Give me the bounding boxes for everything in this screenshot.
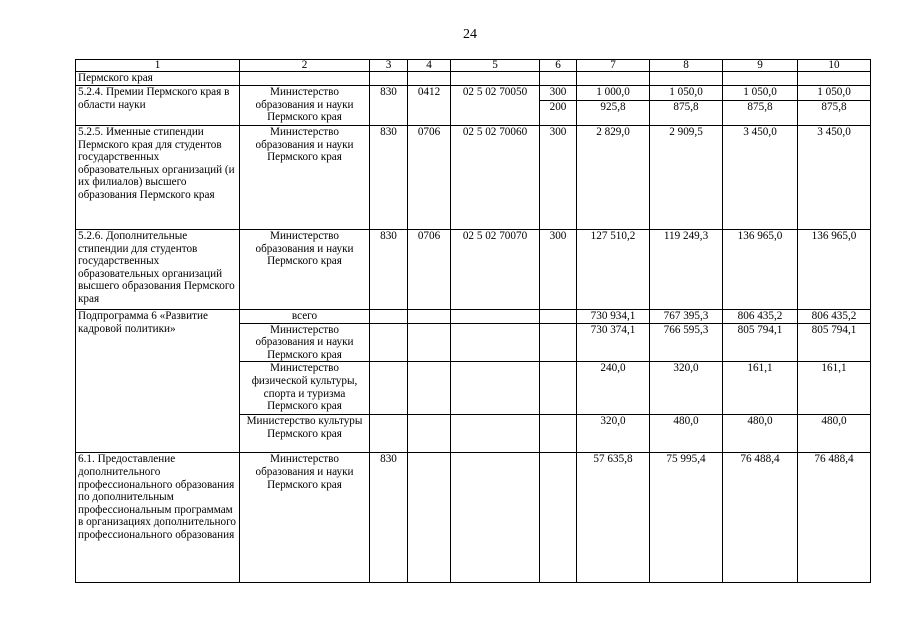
row-name: 6.1. Предоставление дополнительного профессионального образования по дополнительным профессиональным программам в организациях дополнительного профессионального образования: [76, 453, 240, 583]
table-row: [76, 310, 871, 324]
column-header: 10: [798, 60, 871, 72]
column-header: 6: [540, 60, 577, 72]
cell-c8: 767 395,3: [650, 310, 723, 324]
cell-c3: 830: [370, 230, 408, 310]
column-header: 5: [451, 60, 540, 72]
cell-c10: 805 794,1: [798, 323, 871, 362]
cell-c7: 2 829,0: [577, 126, 650, 230]
row-ministry: Министерство культуры Пермского края: [240, 415, 370, 453]
cell-c7: 320,0: [577, 415, 650, 453]
cell-c6: 300: [540, 86, 577, 101]
cell-c5: 02 5 02 70060: [451, 126, 540, 230]
row-ministry: Министерство образования и науки Пермского края: [240, 323, 370, 362]
row-name: Подпрограмма 6 «Развитие кадровой политики»: [76, 310, 240, 453]
cell-c6: 300: [540, 230, 577, 310]
row-total-label: всего: [240, 310, 370, 324]
cell-c4: 0412: [408, 86, 451, 126]
cell-c9: 805 794,1: [723, 323, 798, 362]
cell-c10: 3 450,0: [798, 126, 871, 230]
cell-c7: 730 374,1: [577, 323, 650, 362]
column-header: 9: [723, 60, 798, 72]
cell-c7: 127 510,2: [577, 230, 650, 310]
cell-c5: 02 5 02 70050: [451, 86, 540, 126]
cell-c5: 02 5 02 70070: [451, 230, 540, 310]
table-row: [76, 72, 871, 86]
cell-c8: 1 050,0: [650, 86, 723, 101]
column-header: 8: [650, 60, 723, 72]
column-header: 7: [577, 60, 650, 72]
cell-c9: 136 965,0: [723, 230, 798, 310]
cell-c9: 161,1: [723, 362, 798, 415]
cell-c10: 1 050,0: [798, 86, 871, 101]
row-name: Пермского края: [76, 72, 240, 86]
row-ministry: Министерство физической культуры, спорта и туризма Пермского края: [240, 362, 370, 415]
cell-c8: 766 595,3: [650, 323, 723, 362]
cell-c8: 2 909,5: [650, 126, 723, 230]
cell-c7: 1 000,0: [577, 86, 650, 101]
row-ministry: Министерство образования и науки Пермского края: [240, 230, 370, 310]
cell-c9: 76 488,4: [723, 453, 798, 583]
cell-c3: 830: [370, 126, 408, 230]
cell-c8: 75 995,4: [650, 453, 723, 583]
cell-c8: 119 249,3: [650, 230, 723, 310]
cell-c4: 0706: [408, 230, 451, 310]
cell-c9: 480,0: [723, 415, 798, 453]
page-number: 24: [463, 27, 477, 42]
cell-c6: 200: [540, 101, 577, 126]
cell-c3: 830: [370, 86, 408, 126]
row-ministry: Министерство образования и науки Пермского края: [240, 453, 370, 583]
row-ministry: Министерство образования и науки Пермского края: [240, 86, 370, 126]
cell-c7: 240,0: [577, 362, 650, 415]
cell-c7: 925,8: [577, 101, 650, 126]
table-row: [76, 230, 871, 310]
budget-table: [75, 59, 871, 583]
cell-c6: 300: [540, 126, 577, 230]
cell-c9: 1 050,0: [723, 86, 798, 101]
row-ministry: Министерство образования и науки Пермского края: [240, 126, 370, 230]
cell-c10: 76 488,4: [798, 453, 871, 583]
cell-c3: 830: [370, 453, 408, 583]
cell-c8: 480,0: [650, 415, 723, 453]
row-name: 5.2.4. Премии Пермского края в области науки: [76, 86, 240, 126]
cell-c10: 480,0: [798, 415, 871, 453]
table-row: [76, 453, 871, 583]
column-header: 2: [240, 60, 370, 72]
cell-c10: 161,1: [798, 362, 871, 415]
column-header: 4: [408, 60, 451, 72]
header-row: [76, 60, 871, 72]
table-row: [76, 126, 871, 230]
cell-c7: 57 635,8: [577, 453, 650, 583]
column-header: 1: [76, 60, 240, 72]
row-name: 5.2.6. Дополнительные стипендии для студентов государственных образовательных организаций высшего образования Пермского края: [76, 230, 240, 310]
cell-c10: 136 965,0: [798, 230, 871, 310]
cell-c9: 806 435,2: [723, 310, 798, 324]
row-name: 5.2.5. Именные стипендии Пермского края для студентов государственных образовательных организаций (и их филиалов) высшего образования Пермского края: [76, 126, 240, 230]
cell-c4: 0706: [408, 126, 451, 230]
column-header: 3: [370, 60, 408, 72]
cell-c8: 875,8: [650, 101, 723, 126]
cell-c9: 875,8: [723, 101, 798, 126]
cell-c9: 3 450,0: [723, 126, 798, 230]
cell-c10: 806 435,2: [798, 310, 871, 324]
table-row: [76, 86, 871, 101]
cell-c8: 320,0: [650, 362, 723, 415]
cell-c10: 875,8: [798, 101, 871, 126]
cell-c7: 730 934,1: [577, 310, 650, 324]
